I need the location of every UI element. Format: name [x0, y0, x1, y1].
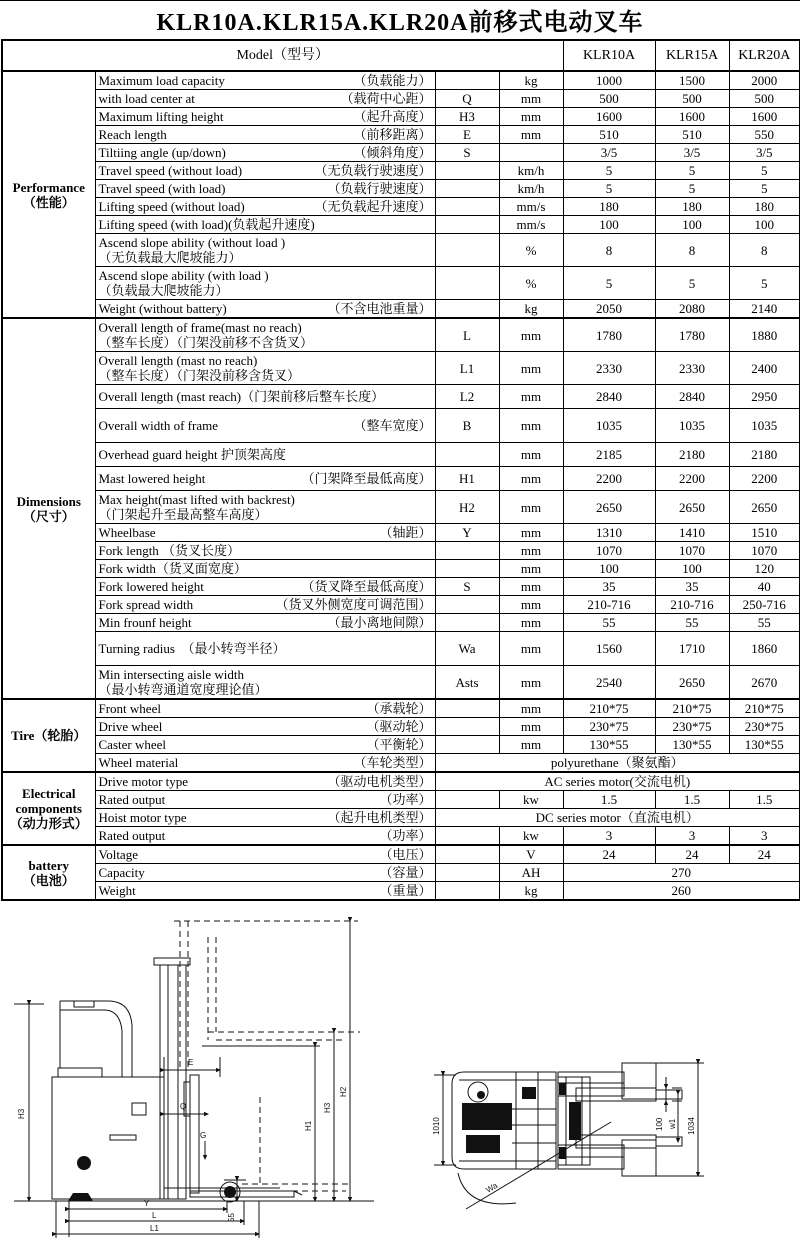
spec-value: 1.5: [655, 791, 729, 809]
spec-value: 500: [563, 90, 655, 108]
spec-symbol: [435, 162, 499, 180]
spec-unit: mm: [499, 560, 563, 578]
section-label: Tire（轮胎）: [2, 699, 95, 772]
spec-symbol: [435, 71, 499, 90]
spec-label: Min frounf height （最小离地间隙）: [95, 614, 435, 632]
spec-value: 210-716: [563, 596, 655, 614]
spec-value: 100: [563, 216, 655, 234]
spec-unit: kg: [499, 882, 563, 901]
spec-value: 5: [655, 267, 729, 300]
spec-value: 3: [729, 827, 800, 846]
spec-unit: mm: [499, 491, 563, 524]
spec-value: 2140: [729, 300, 800, 319]
spec-merged-value: 260: [563, 882, 800, 901]
spec-value: 1600: [729, 108, 800, 126]
spec-label: with load center at （载荷中心距）: [95, 90, 435, 108]
spec-value: 3/5: [563, 144, 655, 162]
spec-value: 2185: [563, 443, 655, 467]
spec-value: 2080: [655, 300, 729, 319]
spec-value: 24: [563, 845, 655, 864]
spec-value: 35: [563, 578, 655, 596]
spec-unit: mm: [499, 614, 563, 632]
spec-label: Wheel material （车轮类型）: [95, 754, 435, 773]
spec-label: Weight （重量）: [95, 882, 435, 901]
model-name-klr10a: KLR10A: [563, 40, 655, 71]
spec-value: 100: [563, 560, 655, 578]
spec-label: Maximum load capacity （负载能力）: [95, 71, 435, 90]
spec-symbol: B: [435, 409, 499, 443]
spec-value: 24: [729, 845, 800, 864]
spec-value: 2180: [729, 443, 800, 467]
spec-value: 35: [655, 578, 729, 596]
spec-value: 2950: [729, 385, 800, 409]
spec-symbol: [435, 718, 499, 736]
dim-label-1034: 1034: [687, 1117, 696, 1135]
spec-value: 5: [655, 162, 729, 180]
spec-label: Overall length of frame(mast no reach) （整车长度）（门架没前移不含货叉）: [95, 318, 435, 352]
spec-symbol: H2: [435, 491, 499, 524]
spec-row: [2, 467, 800, 491]
spec-row: [2, 772, 800, 791]
spec-unit: kw: [499, 791, 563, 809]
spec-value: 8: [563, 234, 655, 267]
spec-value: 24: [655, 845, 729, 864]
section-label: Electrical components （动力形式）: [2, 772, 95, 845]
spec-symbol: [435, 542, 499, 560]
spec-value: 2400: [729, 352, 800, 385]
top-view-drawing: [426, 1047, 796, 1247]
spec-unit: mm: [499, 666, 563, 700]
spec-row: [2, 754, 800, 773]
spec-row: [2, 491, 800, 524]
section-label: Performance （性能）: [2, 71, 95, 318]
spec-label: Reach length （前移距离）: [95, 126, 435, 144]
dim-label-h1: H1: [304, 1120, 313, 1131]
spec-row: [2, 736, 800, 754]
spec-row: [2, 216, 800, 234]
spec-value: 500: [729, 90, 800, 108]
spec-value: 180: [563, 198, 655, 216]
spec-unit: mm: [499, 467, 563, 491]
spec-merged-value: 270: [563, 864, 800, 882]
spec-label: Fork lowered height （货叉降至最低高度）: [95, 578, 435, 596]
spec-row: [2, 385, 800, 409]
spec-label: Drive wheel （驱动轮）: [95, 718, 435, 736]
spec-label: Lifting speed (with load)(负载起升速度): [95, 216, 435, 234]
spec-label: Fork spread width （货叉外侧宽度可调范围）: [95, 596, 435, 614]
spec-label: Overhead guard height 护顶架高度: [95, 443, 435, 467]
spec-unit: AH: [499, 864, 563, 882]
spec-unit: kg: [499, 71, 563, 90]
spec-value: 1070: [655, 542, 729, 560]
spec-value: 8: [729, 234, 800, 267]
spec-label: Weight (without battery) （不含电池重量）: [95, 300, 435, 319]
spec-row: [2, 126, 800, 144]
section-label: Dimensions （尺寸）: [2, 318, 95, 699]
spec-value: 2840: [563, 385, 655, 409]
spec-value: 130*55: [563, 736, 655, 754]
spec-label: Lifting speed (without load) （无负载起升速度）: [95, 198, 435, 216]
spec-symbol: [435, 864, 499, 882]
spec-value: 1035: [655, 409, 729, 443]
spec-label: Turning radius （最小转弯半径）: [95, 632, 435, 666]
spec-label: Fork width（货叉面宽度）: [95, 560, 435, 578]
spec-value: 55: [655, 614, 729, 632]
spec-symbol: [435, 827, 499, 846]
spec-value: 230*75: [655, 718, 729, 736]
spec-unit: [499, 144, 563, 162]
spec-row: [2, 300, 800, 319]
spec-unit: km/h: [499, 180, 563, 198]
spec-value: 2650: [563, 491, 655, 524]
spec-unit: mm: [499, 542, 563, 560]
spec-unit: kw: [499, 827, 563, 846]
spec-value: 2180: [655, 443, 729, 467]
spec-value: 2650: [655, 491, 729, 524]
spec-value: 2650: [729, 491, 800, 524]
spec-row: [2, 108, 800, 126]
spec-label: Capacity （容量）: [95, 864, 435, 882]
spec-unit: mm: [499, 718, 563, 736]
spec-value: 5: [729, 162, 800, 180]
spec-label: Rated output （功率）: [95, 791, 435, 809]
spec-symbol: [435, 736, 499, 754]
spec-value: 1070: [563, 542, 655, 560]
spec-value: 2650: [655, 666, 729, 700]
spec-value: 40: [729, 578, 800, 596]
spec-row: [2, 542, 800, 560]
spec-value: 8: [655, 234, 729, 267]
spec-unit: mm: [499, 596, 563, 614]
spec-row: [2, 632, 800, 666]
spec-value: 2330: [655, 352, 729, 385]
spec-value: 2200: [655, 467, 729, 491]
spec-value: 2000: [729, 71, 800, 90]
spec-value: 3: [655, 827, 729, 846]
spec-label: Fork length （货叉长度）: [95, 542, 435, 560]
spec-value: 3/5: [729, 144, 800, 162]
spec-symbol: [435, 699, 499, 718]
spec-unit: kg: [499, 300, 563, 319]
spec-span-value: AC series motor(交流电机): [435, 772, 800, 791]
technical-drawings: [0, 901, 800, 1253]
spec-row: [2, 596, 800, 614]
spec-row: [2, 827, 800, 846]
spec-symbol: [435, 300, 499, 319]
spec-value: 1035: [729, 409, 800, 443]
spec-value: 1035: [563, 409, 655, 443]
spec-label: Travel speed (with load) （负载行驶速度）: [95, 180, 435, 198]
dim-label-1010: 1010: [432, 1117, 441, 1135]
dim-label-q: Q: [180, 1102, 187, 1111]
spec-unit: mm/s: [499, 216, 563, 234]
spec-unit: V: [499, 845, 563, 864]
spec-value: 500: [655, 90, 729, 108]
spec-label: Overall length (mast no reach) （整车长度）（门架没前移含货叉）: [95, 352, 435, 385]
spec-value: 210*75: [563, 699, 655, 718]
spec-value: 2840: [655, 385, 729, 409]
spec-span-value: DC series motor（直流电机）: [435, 809, 800, 827]
spec-row: [2, 614, 800, 632]
dim-label-wa-angle: Wa: [484, 1180, 500, 1195]
spec-value: 2050: [563, 300, 655, 319]
spec-unit: mm: [499, 385, 563, 409]
spec-symbol: S: [435, 144, 499, 162]
spec-value: 1780: [655, 318, 729, 352]
spec-value: 1710: [655, 632, 729, 666]
spec-value: 5: [729, 180, 800, 198]
spec-label: Ascend slope ability (without load ) （无负载最大爬坡能力）: [95, 234, 435, 267]
spec-value: 210*75: [655, 699, 729, 718]
dim-label-ground-clearance: 55: [227, 1213, 236, 1222]
spec-label: Hoist motor type （起升电机类型）: [95, 809, 435, 827]
spec-symbol: H3: [435, 108, 499, 126]
spec-value: 210*75: [729, 699, 800, 718]
model-name-klr15a: KLR15A: [655, 40, 729, 71]
side-view-drawing: [12, 907, 397, 1247]
dim-label-w1: w1: [668, 1118, 677, 1129]
spec-symbol: Wa: [435, 632, 499, 666]
spec-row: [2, 162, 800, 180]
spec-symbol: Asts: [435, 666, 499, 700]
spec-value: 1600: [655, 108, 729, 126]
dim-label-h3-right: H3: [323, 1102, 332, 1113]
spec-value: 180: [729, 198, 800, 216]
spec-unit: km/h: [499, 162, 563, 180]
spec-unit: mm: [499, 524, 563, 542]
spec-value: 1500: [655, 71, 729, 90]
spec-symbol: H1: [435, 467, 499, 491]
spec-label: Min intersecting aisle width （最小转弯通道宽度理论值）: [95, 666, 435, 700]
dim-label-100: 100: [655, 1117, 664, 1131]
spec-unit: mm: [499, 90, 563, 108]
spec-label: Rated output （功率）: [95, 827, 435, 846]
spec-value: 100: [729, 216, 800, 234]
spec-symbol: [435, 267, 499, 300]
spec-value: 3: [563, 827, 655, 846]
spec-value: 550: [729, 126, 800, 144]
dim-label-h3-left: H3: [17, 1108, 26, 1119]
spec-label: Maximum lifting height （起升高度）: [95, 108, 435, 126]
spec-label: Voltage （电压）: [95, 845, 435, 864]
spec-symbol: [435, 443, 499, 467]
spec-unit: mm: [499, 578, 563, 596]
spec-row: [2, 578, 800, 596]
spec-value: 230*75: [729, 718, 800, 736]
spec-label: Travel speed (without load) （无负载行驶速度）: [95, 162, 435, 180]
spec-symbol: L1: [435, 352, 499, 385]
spec-row: [2, 809, 800, 827]
spec-value: 510: [655, 126, 729, 144]
spec-symbol: S: [435, 578, 499, 596]
dim-label-h2: H2: [339, 1086, 348, 1097]
spec-label: Drive motor type （驱动电机类型）: [95, 772, 435, 791]
spec-value: 230*75: [563, 718, 655, 736]
spec-row: [2, 409, 800, 443]
spec-value: 1.5: [563, 791, 655, 809]
spec-label: Front wheel （承载轮）: [95, 699, 435, 718]
spec-row: [2, 71, 800, 90]
spec-row: [2, 443, 800, 467]
spec-symbol: [435, 198, 499, 216]
spec-value: 130*55: [655, 736, 729, 754]
model-name-klr20a: KLR20A: [729, 40, 800, 71]
spec-unit: mm: [499, 699, 563, 718]
spec-symbol: [435, 614, 499, 632]
spec-symbol: Q: [435, 90, 499, 108]
spec-value: 3/5: [655, 144, 729, 162]
dim-label-l: L: [152, 1211, 157, 1220]
spec-value: 1880: [729, 318, 800, 352]
spec-symbol: [435, 596, 499, 614]
spec-symbol: [435, 234, 499, 267]
spec-label: Overall width of frame （整车宽度）: [95, 409, 435, 443]
spec-unit: mm: [499, 126, 563, 144]
spec-row: [2, 864, 800, 882]
spec-unit: mm: [499, 318, 563, 352]
spec-unit: mm: [499, 108, 563, 126]
spec-unit: %: [499, 267, 563, 300]
spec-row: [2, 198, 800, 216]
spec-value: 1560: [563, 632, 655, 666]
spec-value: 5: [563, 267, 655, 300]
spec-value: 1310: [563, 524, 655, 542]
spec-value: 510: [563, 126, 655, 144]
spec-row: [2, 845, 800, 864]
spec-row: [2, 318, 800, 352]
spec-unit: mm: [499, 443, 563, 467]
spec-value: 1.5: [729, 791, 800, 809]
spec-span-value: polyurethane（聚氨酯）: [435, 754, 800, 773]
spec-label: Tiltiing angle (up/down) （倾斜角度）: [95, 144, 435, 162]
spec-value: 1510: [729, 524, 800, 542]
spec-value: 5: [729, 267, 800, 300]
spec-symbol: [435, 560, 499, 578]
spec-value: 100: [655, 216, 729, 234]
spec-value: 120: [729, 560, 800, 578]
dim-label-g: G: [200, 1131, 207, 1140]
spec-value: 180: [655, 198, 729, 216]
spec-row: [2, 666, 800, 700]
spec-row: [2, 90, 800, 108]
spec-row: [2, 180, 800, 198]
spec-label: Ascend slope ability (with load ) （负载最大爬坡能力）: [95, 267, 435, 300]
spec-value: 2670: [729, 666, 800, 700]
spec-value: 1780: [563, 318, 655, 352]
spec-value: 2330: [563, 352, 655, 385]
spec-symbol: L: [435, 318, 499, 352]
spec-value: 1600: [563, 108, 655, 126]
spec-row: [2, 718, 800, 736]
spec-row: [2, 699, 800, 718]
spec-row: [2, 882, 800, 901]
spec-label: Max height(mast lifted with backrest) （门架起升至最高整车高度）: [95, 491, 435, 524]
spec-value: 5: [563, 162, 655, 180]
page-title: KLR10A.KLR15A.KLR20A前移式电动叉车: [156, 10, 644, 36]
spec-value: 1410: [655, 524, 729, 542]
spec-row: [2, 791, 800, 809]
spec-label: Mast lowered height （门架降至最低高度）: [95, 467, 435, 491]
spec-value: 250-716: [729, 596, 800, 614]
spec-symbol: [435, 845, 499, 864]
spec-label: Overall length (mast reach)（门架前移后整车长度）: [95, 385, 435, 409]
spec-row: [2, 352, 800, 385]
spec-label: Wheelbase （轴距）: [95, 524, 435, 542]
spec-row: [2, 524, 800, 542]
dim-label-l1: L1: [150, 1224, 159, 1233]
spec-value: 5: [563, 180, 655, 198]
spec-value: 1860: [729, 632, 800, 666]
spec-symbol: [435, 791, 499, 809]
spec-value: 55: [563, 614, 655, 632]
spec-value: 2200: [563, 467, 655, 491]
spec-value: 2540: [563, 666, 655, 700]
spec-value: 1070: [729, 542, 800, 560]
spec-unit: mm/s: [499, 198, 563, 216]
spec-symbol: [435, 216, 499, 234]
spec-row: [2, 144, 800, 162]
spec-row: [2, 234, 800, 267]
spec-unit: mm: [499, 736, 563, 754]
spec-unit: mm: [499, 632, 563, 666]
spec-value: 55: [729, 614, 800, 632]
dim-label-e: E: [188, 1058, 194, 1067]
spec-table: [1, 39, 800, 901]
spec-symbol: [435, 882, 499, 901]
spec-unit: mm: [499, 409, 563, 443]
spec-symbol: L2: [435, 385, 499, 409]
table-header-row: [2, 40, 800, 71]
spec-row: [2, 267, 800, 300]
spec-row: [2, 560, 800, 578]
section-label: battery （电池）: [2, 845, 95, 900]
spec-value: 130*55: [729, 736, 800, 754]
spec-value: 1000: [563, 71, 655, 90]
spec-unit: %: [499, 234, 563, 267]
spec-label: Caster wheel （平衡轮）: [95, 736, 435, 754]
spec-value: 100: [655, 560, 729, 578]
spec-value: 210-716: [655, 596, 729, 614]
top-rule: [0, 0, 800, 1]
dim-label-y: Y: [144, 1199, 150, 1208]
spec-unit: mm: [499, 352, 563, 385]
spec-symbol: Y: [435, 524, 499, 542]
spec-symbol: [435, 180, 499, 198]
model-header-label: Model（型号）: [2, 40, 563, 71]
spec-symbol: E: [435, 126, 499, 144]
spec-value: 2200: [729, 467, 800, 491]
spec-value: 5: [655, 180, 729, 198]
